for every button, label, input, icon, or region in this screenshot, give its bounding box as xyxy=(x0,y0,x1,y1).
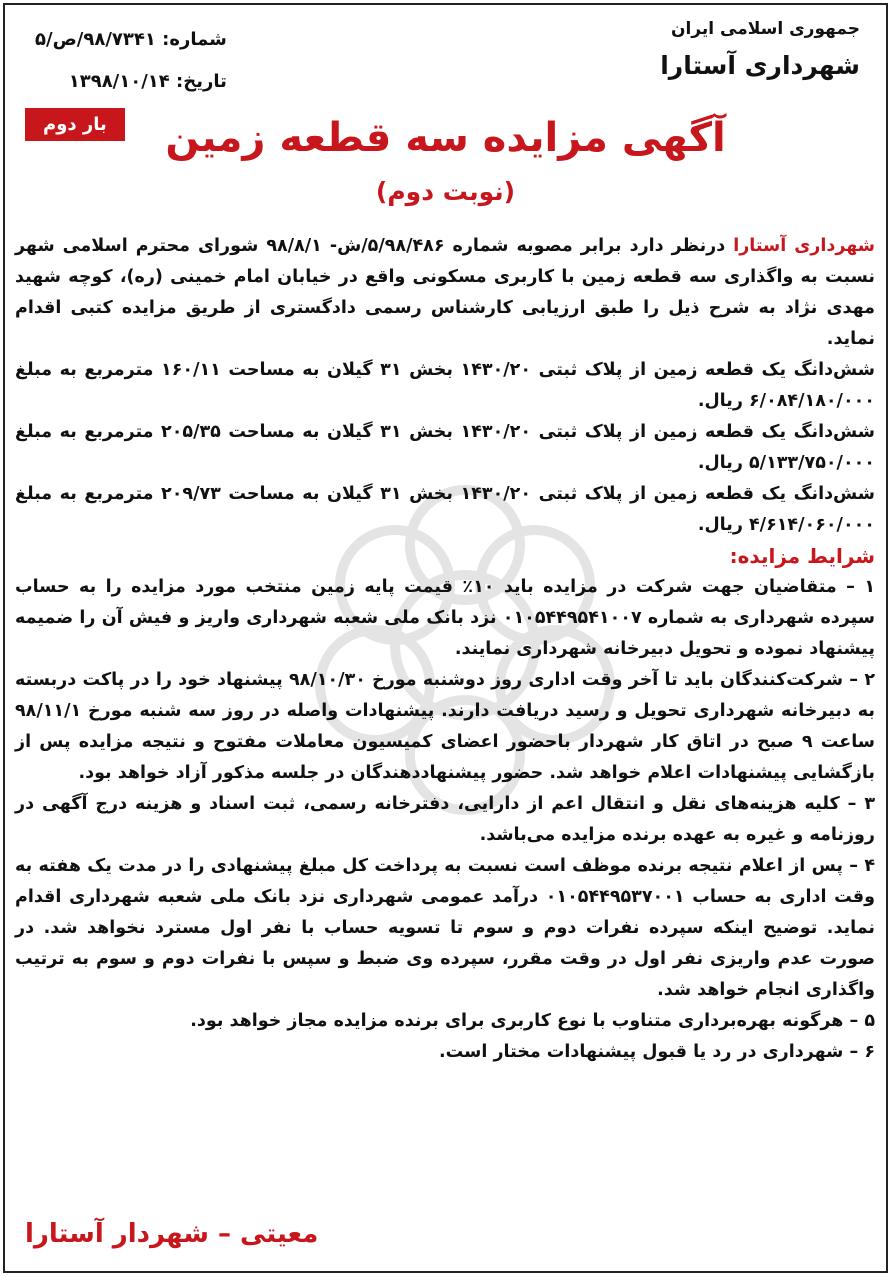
notice-subtitle: (نوبت دوم) xyxy=(375,177,516,206)
lot-item: شش‌دانگ یک قطعه زمین از پلاک ثبتی ۱۴۳۰/۲۰ بخش ۳۱ گیلان به مساحت ۲۰۵/۳۵ مترمربع به مبلغ ۵/۱۳۳/۷۵۰/۰۰۰ ریال. xyxy=(15,422,876,473)
letter-date: تاریخ: ۱۳۹۸/۱۰/۱۴ xyxy=(68,71,227,92)
signature: معیتی – شهردار آستارا xyxy=(25,1219,319,1249)
intro-text: درنظر دارد برابر مصوبه شماره ۵/۹۸/۴۸۶/ش- ۹۸/۸/۱ شورای محترم اسلامی شهر نسبت به واگذاری سه قطعه زمین با کاربری مسکونی واقع در خیابان امام خمینی (ره)، کوچه شهید مهدی نژاد به شرح ذیل را طبق ارزیابی کارشناس رسمی دادگستری از طریق مزایده کتبی اقدام نماید. xyxy=(15,236,875,349)
country-name: جمهوری اسلامی ایران xyxy=(670,19,860,39)
condition-item: ۵ – هرگونه بهره‌برداری متناوب با نوع کاربری برای برنده مزایده مجاز خواهد بود. xyxy=(190,1011,875,1031)
municipality-name: شهرداری آستارا xyxy=(660,51,860,80)
letter-number: شماره: ۹۸/۷۳۴۱/ص/۵ xyxy=(35,29,227,50)
condition-item: ۴ – پس از اعلام نتیجه برنده موظف است نسبت به پرداخت کل مبلغ پیشنهادی را در مدت یک هفته به وقت اداری به حساب ۰۱۰۵۴۴۹۵۳۷۰۰۱ درآمد عمومی شهرداری نزد بانک ملی شعبه شهرداری اقدام نماید. توضیح اینکه سپرده نفرات دوم و سوم تا تسویه حساب با نفر اول مسترد نخواهد شد. در صورت عدم واریزی نفر اول در وقت مقرر، سپرده وی ضبط و سپس با نفرات دوم و سوم به ترتیب واگذاری انجام خواهد شد. xyxy=(15,856,875,1000)
intro-paragraph xyxy=(15,231,875,355)
notice-title: آگهی مزایده سه قطعه زمین xyxy=(165,115,726,161)
conditions-title: شرایط مزایده: xyxy=(729,544,875,568)
condition-item: ۱ – متقاضیان جهت شرکت در مزایده باید ۱۰٪ قیمت پایه زمین منتخب مورد مزایده را به حساب سپرده شهرداری به شماره ۰۱۰۵۴۴۹۵۴۱۰۰۷ نزد بانک ملی شعبه شهرداری واریز و فیش آن را ضمیمه پیشنهاد نموده و تحویل دبیرخانه شهرداری نمایند. xyxy=(15,577,876,659)
notice-frame xyxy=(3,3,888,1273)
lot-item: شش‌دانگ یک قطعه زمین از پلاک ثبتی ۱۴۳۰/۲۰ بخش ۳۱ گیلان به مساحت ۲۰۹/۷۳ مترمربع به مبلغ ۴/۶۱۴/۰۶۰/۰۰۰ ریال. xyxy=(15,484,876,535)
header-right xyxy=(660,19,860,80)
round-badge: بار دوم xyxy=(25,108,125,141)
condition-item: ۶ – شهرداری در رد یا قبول پیشنهادات مختار است. xyxy=(439,1042,875,1062)
header-left xyxy=(35,19,227,103)
notice-body xyxy=(15,231,875,1068)
intro-lead: شهرداری آستارا xyxy=(733,236,875,256)
condition-item: ۳ – کلیه هزینه‌های نقل و انتقال اعم از دارایی، دفترخانه رسمی، ثبت اسناد و هزینه درج آگهی در روزنامه و غیره به عهده برنده مزایده می‌باشد. xyxy=(15,794,875,845)
condition-item: ۲ – شرکت‌کنندگان باید تا آخر وقت اداری روز دوشنبه مورخ ۹۸/۱۰/۳۰ پیشنهاد خود را در پاکت دربسته به دبیرخانه شهرداری تحویل و رسید دریافت دارند. پیشنهادات واصله در روز سه شنبه مورخ ۹۸/۱۱/۱ ساعت ۹ صبح در اتاق کار شهردار باحضور اعضای کمیسیون معاملات مفتوح و نتیجه مزایده پس از بازگشایی پیشنهادات اعلام خواهد شد. حضور پیشنهاددهندگان در جلسه مذکور آزاد خواهد بود. xyxy=(15,670,875,783)
lot-item: شش‌دانگ یک قطعه زمین از پلاک ثبتی ۱۴۳۰/۲۰ بخش ۳۱ گیلان به مساحت ۱۶۰/۱۱ مترمربع به مبلغ ۶/۰۸۴/۱۸۰/۰۰۰ ریال. xyxy=(15,360,876,411)
